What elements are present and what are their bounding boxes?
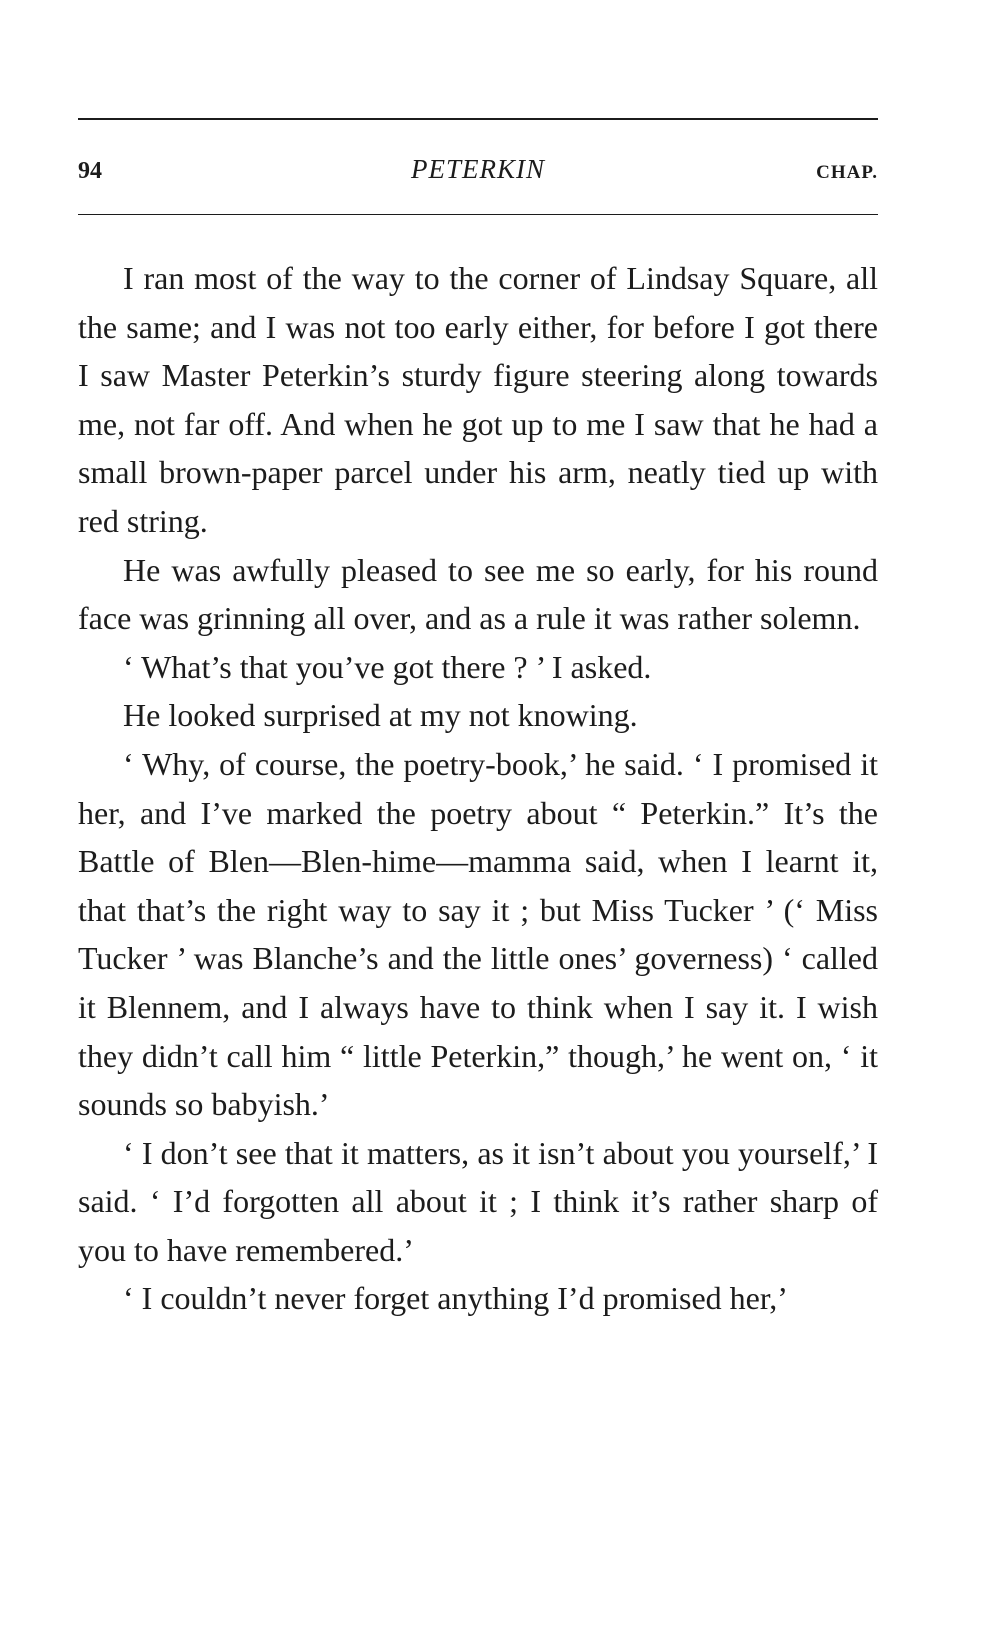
top-rule	[78, 118, 878, 120]
running-head	[78, 150, 878, 190]
header-rule	[78, 214, 878, 215]
body-text	[78, 254, 878, 1323]
page-number: 94	[78, 158, 102, 184]
paragraph-3: ‘ What’s that you’ve got there ? ’ I asked.	[123, 648, 652, 685]
paragraph-4: He looked surprised at my not knowing.	[123, 697, 638, 734]
book-page	[78, 0, 878, 1644]
paragraph-6: ‘ I don’t see that it matters, as it isn’t about you yourself,’ I said. ‘ I’d forgotten all about it ; I think it’s rather sharp of you to have remembered.’	[78, 1134, 878, 1268]
running-title: PETERKIN	[411, 154, 545, 184]
chapter-label: CHAP.	[816, 162, 878, 183]
paragraph-5: ‘ Why, of course, the poetry-book,’ he said. ‘ I promised it her, and I’ve marked the poetry about “ Peterkin.” It’s the Battle of Blen—Blen-hime—mamma said, when I learnt it, that that’s the right way to say it ; but Miss Tucker ’ (‘ Miss Tucker ’ was Blanche’s and the little ones’ governess) ‘ called it Blennem, and I always have to think when I say it. I wish they didn’t call him “ little Peterkin,” though,’ he went on, ‘ it sounds so babyish.’	[78, 745, 878, 1123]
paragraph-7: ‘ I couldn’t never forget anything I’d promised her,’	[123, 1280, 788, 1317]
paragraph-1: I ran most of the way to the corner of Lindsay Square, all the same; and I was not too early either, for before I got there I saw Master Peterkin’s sturdy figure steering along towards me, not far off. And when he got up to me I saw that he had a small brown-paper parcel under his arm, neatly tied up with red string.	[78, 260, 878, 539]
paragraph-2: He was awfully pleased to see me so early, for his round face was grinning all over, and as a rule it was rather solemn.	[78, 551, 878, 637]
